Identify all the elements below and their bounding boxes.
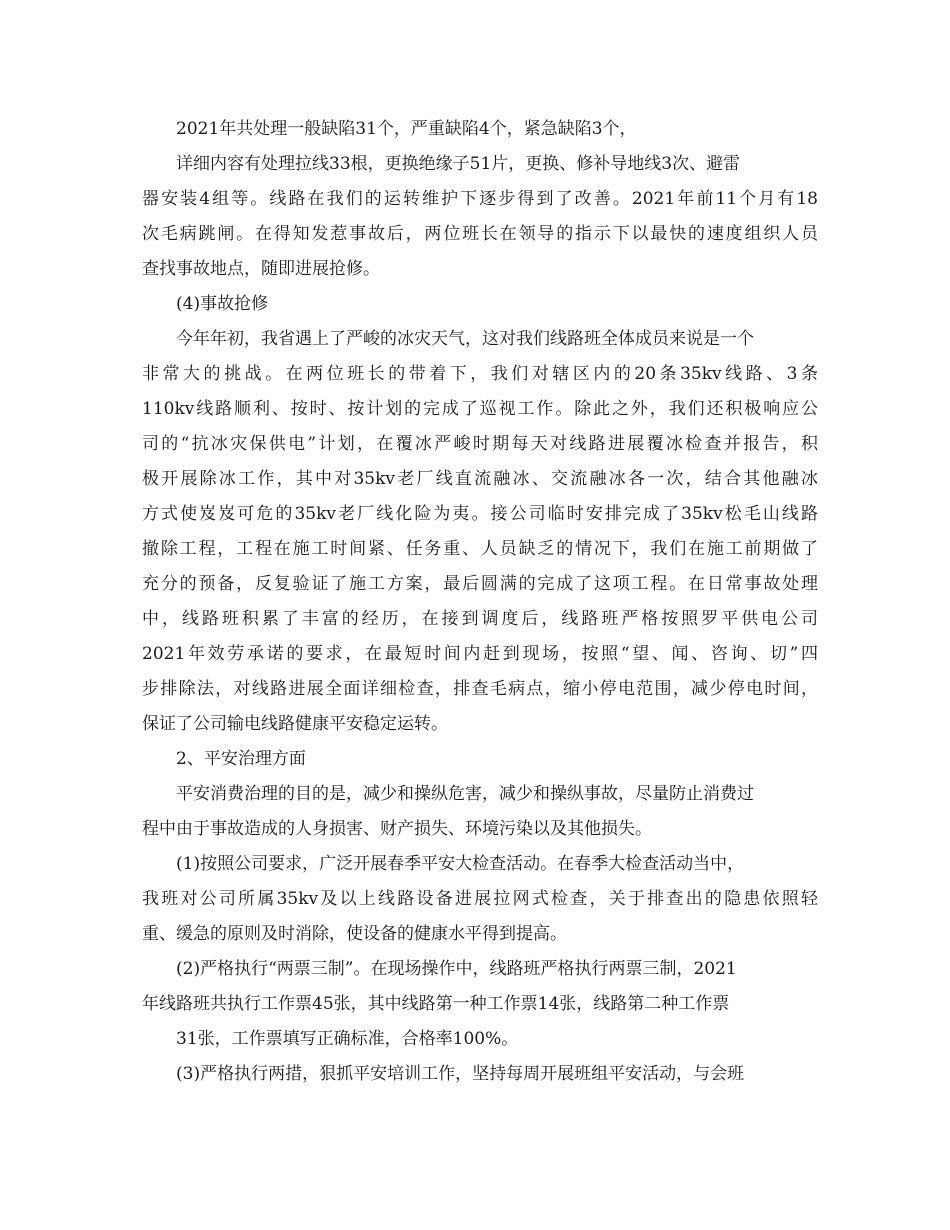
paragraph-line: 程中由于事故造成的人身损害、财产损失、环境污染以及其他损失。 xyxy=(142,819,652,839)
paragraph-line: 2021年效劳承诺的要求，在最短时间内赶到现场，按照“望、闻、咨询、切”四 xyxy=(142,644,818,664)
paragraph-line: 次毛病跳闸。在得知发惹事故后，两位班长在领导的指示下以最快的速度组织人员 xyxy=(142,224,818,244)
paragraph-line: (2)严格执行“两票三制”。在现场操作中，线路班严格执行两票三制，2021 xyxy=(176,959,737,979)
paragraph-line: (3)严格执行两措，狠抓平安培训工作，坚持每周开展班组平安活动，与会班 xyxy=(176,1064,745,1084)
paragraph-line: (1)按照公司要求，广泛开展春季平安大检查活动。在春季大检查活动当中， xyxy=(176,854,745,874)
paragraph-line: 重、缓急的原则及时消除，使设备的健康水平得到提高。 xyxy=(142,924,567,944)
paragraph-line: 保证了公司输电线路健康平安稳定运转。 xyxy=(142,714,448,734)
paragraph-line: 极开展除冰工作，其中对35kv老厂线直流融冰、交流融冰各一次，结合其他融冰 xyxy=(142,469,818,489)
paragraph-line: 我班对公司所属35kv及以上线路设备进展拉网式检查，关于排查出的隐患依照轻 xyxy=(142,889,818,909)
paragraph-line: 步排除法，对线路进展全面详细检查，排查毛病点，缩小停电范围，减少停电时间， xyxy=(142,679,818,699)
paragraph-line: 司的“抗冰灾保供电”计划，在覆冰严峻时期每天对线路进展覆冰检查并报告，积 xyxy=(142,434,818,454)
paragraph-line: 撤除工程，工程在施工时间紧、任务重、人员缺乏的情况下，我们在施工前期做了 xyxy=(142,539,818,559)
paragraph-line: 中，线路班积累了丰富的经历，在接到调度后，线路班严格按照罗平供电公司 xyxy=(142,609,818,629)
paragraph-line: 平安消费治理的目的是，减少和操纵危害，减少和操纵事故，尽量防止消费过 xyxy=(176,784,754,804)
paragraph-line: 充分的预备，反复验证了施工方案，最后圆满的完成了这项工程。在日常事故处理 xyxy=(142,574,818,594)
paragraph-line: 非常大的挑战。在两位班长的带着下，我们对辖区内的20条35kv线路、3条 xyxy=(142,364,818,384)
section-heading: (4)事故抢修 xyxy=(176,294,269,314)
paragraph-line: 2021年共处理一般缺陷31个，严重缺陷4个，紧急缺陷3个， xyxy=(176,119,637,139)
paragraph-line: 今年年初，我省遇上了严峻的冰灾天气，这对我们线路班全体成员来说是一个 xyxy=(176,329,754,349)
section-heading: 2、平安治理方面 xyxy=(176,749,306,769)
paragraph-line: 31张，工作票填写正确标准，合格率100%。 xyxy=(176,1029,519,1049)
paragraph-line: 器安装4组等。线路在我们的运转维护下逐步得到了改善。2021年前11个月有18 xyxy=(142,189,818,209)
paragraph-line: 查找事故地点，随即进展抢修。 xyxy=(142,259,380,279)
paragraph-line: 年线路班共执行工作票45张，其中线路第一种工作票14张，线路第二种工作票 xyxy=(142,994,730,1014)
paragraph-line: 110kv线路顺利、按时、按计划的完成了巡视工作。除此之外，我们还积极响应公 xyxy=(142,399,818,419)
paragraph-line: 方式使岌岌可危的35kv老厂线化险为夷。接公司临时安排完成了35kv松毛山线路 xyxy=(142,504,818,524)
paragraph-line: 详细内容有处理拉线33根，更换绝缘子51片，更换、修补导地线3次、避雷 xyxy=(176,154,741,174)
